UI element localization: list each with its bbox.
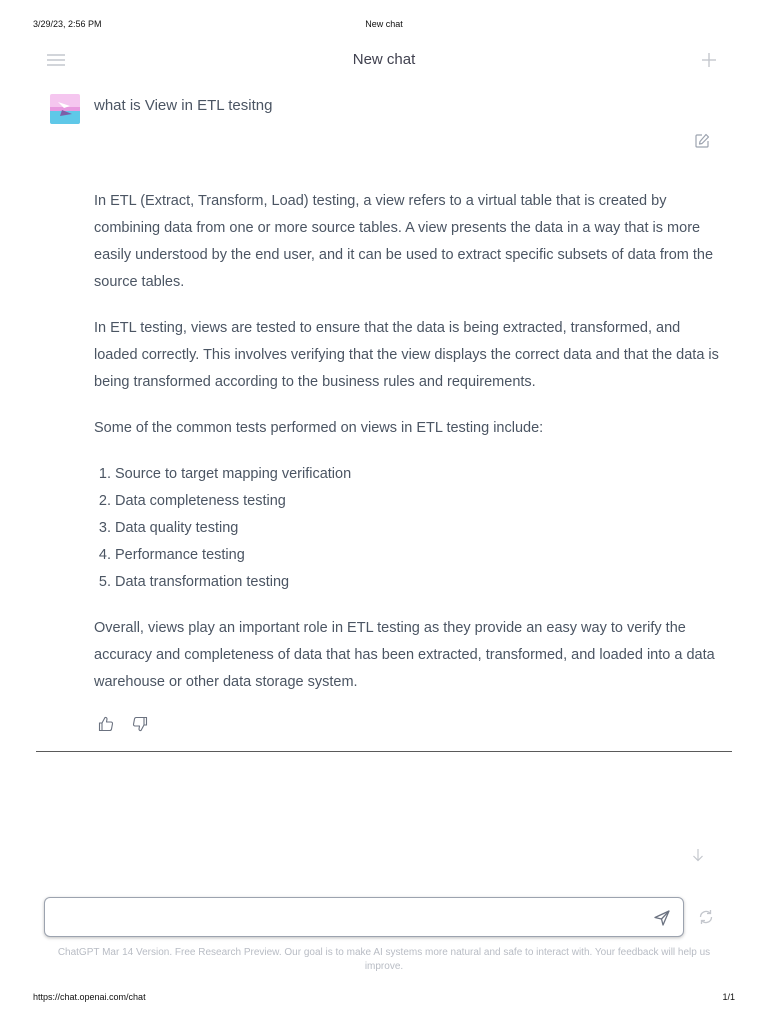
list-item: 5. Data transformation testing [115, 569, 720, 596]
thumbs-up-icon[interactable] [98, 716, 114, 732]
assistant-message [94, 188, 720, 715]
divider [36, 751, 732, 752]
top-bar [36, 44, 732, 76]
answer-conclusion: Overall, views play an important role in ETL testing as they provide an easy way to verify the accuracy and completeness of data that has been extracted, transformed, and loaded into a data warehouse or other data storage system. [94, 620, 715, 690]
list-item: 4. Performance testing [115, 542, 720, 569]
footer-disclaimer: ChatGPT Mar 14 Version. Free Research Preview. Our goal is to make AI systems more natural and safe to interact with. Your feedback will help us improve. [57, 947, 711, 972]
answer-paragraph: In ETL testing, views are tested to ensure that the data is being extracted, transformed, and loaded correctly. This involves verifying that the view displays the correct data and that the data is being transformed according to the business rules and requirements. [94, 320, 719, 390]
answer-paragraph: Some of the common tests performed on views in ETL testing include: [94, 420, 544, 436]
plus-icon[interactable] [700, 51, 718, 69]
list-item: 2. Data completeness testing [115, 488, 720, 515]
print-title: New chat [365, 19, 403, 29]
feedback-buttons [98, 716, 162, 734]
user-message-row [50, 94, 728, 128]
regenerate-icon[interactable] [697, 908, 715, 926]
print-url: https://chat.openai.com/chat [33, 992, 146, 1002]
print-footer [33, 992, 735, 1004]
avatar [50, 94, 80, 124]
test-list [94, 461, 720, 596]
print-page-number: 1/1 [722, 992, 735, 1002]
send-icon[interactable] [653, 909, 671, 927]
message-composer [44, 897, 684, 937]
list-item: 1. Source to target mapping verification [115, 461, 720, 488]
page-title: New chat [352, 51, 416, 68]
arrow-down-icon[interactable] [690, 847, 706, 863]
print-datetime: 3/29/23, 2:56 PM [33, 19, 102, 29]
user-message-text: what is View in ETL tesitng [94, 97, 273, 114]
edit-icon[interactable] [694, 133, 710, 149]
answer-paragraph: In ETL (Extract, Transform, Load) testing, a view refers to a virtual table that is created by combining data from one or more source tables. A view presents the data in a way that is more easily understood by the end user, and it can be used to extract specific subsets of data from the source tables. [94, 193, 714, 290]
message-input[interactable] [57, 906, 641, 932]
list-item: 3. Data quality testing [115, 515, 720, 542]
thumbs-down-icon[interactable] [132, 716, 148, 732]
print-header [33, 19, 735, 31]
